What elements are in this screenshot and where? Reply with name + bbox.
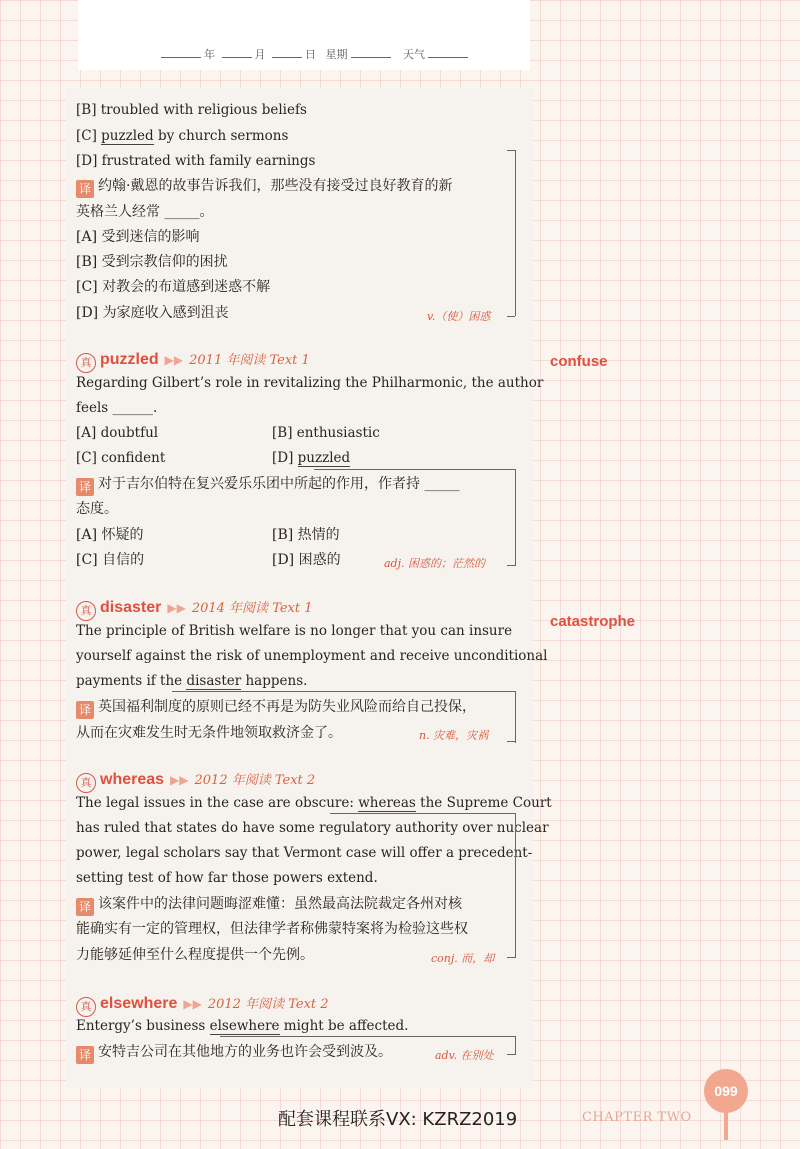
puzzled-option-d <box>272 449 350 467</box>
arrow-icon: ▶▶ <box>183 997 202 1011</box>
month-label: 月 <box>254 48 266 61</box>
elsewhere-translation-1 <box>76 1043 392 1064</box>
puzzled-option-a: [A] doubtful <box>76 425 159 441</box>
prev-option-d: [D] frustrated with family earnings <box>76 153 316 169</box>
real-exam-marker: 真 <box>76 353 96 373</box>
puzzled-cn-option-c: [C] 自信的 <box>76 552 145 568</box>
prev-translation-line-2: 英格兰人经常 _____。 <box>76 204 214 220</box>
puzzled-cn-option-b: [B] 热情的 <box>272 527 340 543</box>
synonym-puzzled: confuse <box>550 353 608 370</box>
chapter-label: CHAPTER TWO <box>582 1110 692 1125</box>
disaster-translation-text-1: 英国福利制度的原则已经不再是为防失业风险而给自己投保， <box>98 699 476 715</box>
puzzled-option-d-prefix: [D] <box>272 450 298 466</box>
entry-heading-disaster <box>76 596 313 621</box>
arrow-icon: ▶▶ <box>170 773 189 787</box>
prev-cn-option-d: [D] 为家庭收入感到沮丧 <box>76 305 229 321</box>
headword: disaster <box>100 599 162 616</box>
real-exam-marker: 真 <box>76 997 96 1017</box>
whereas-sentence-1-word: whereas <box>358 795 416 811</box>
day-label: 日 <box>305 48 316 61</box>
puzzled-cn-option-d: [D] 困惑的 <box>272 552 341 568</box>
disaster-part-of-speech: n. 灾难，灾祸 <box>416 727 491 743</box>
elsewhere-sentence-1-word: elsewhere <box>209 1018 280 1034</box>
whereas-sentence-4: setting test of how far those powers extend. <box>76 870 378 886</box>
translation-marker: 译 <box>76 898 94 916</box>
elsewhere-translation-text-1: 安特吉公司在其他地方的业务也许会受到波及。 <box>98 1044 392 1060</box>
prev-option-c <box>76 127 288 145</box>
entry-heading-whereas <box>76 768 315 793</box>
whereas-part-of-speech: conj. 而，却 <box>428 950 497 966</box>
source-label: 2012 年阅读 Text 2 <box>194 773 316 788</box>
prev-bracket <box>120 150 516 316</box>
puzzled-sentence-2: feels ______. <box>76 400 158 416</box>
disaster-sentence-2: yourself against the risk of unemployment and receive unconditional <box>76 648 548 664</box>
page-number: 099 <box>704 1069 748 1113</box>
elsewhere-bracket-bottom <box>507 1054 515 1055</box>
promo-text: 配套课程联系VX: KZRZ2019 <box>278 1109 518 1130</box>
translation-marker: 译 <box>76 701 94 719</box>
prev-cn-option-b: [B] 受到宗教信仰的困扰 <box>76 254 228 270</box>
entry-heading-puzzled <box>76 348 310 373</box>
puzzled-sentence-1: Regarding Gilbert’s role in revitalizing the Philharmonic, the author <box>76 375 544 391</box>
prev-option-c-prefix: [C] <box>76 128 102 144</box>
disaster-sentence-3-word: disaster <box>186 673 242 689</box>
headword: whereas <box>100 771 165 788</box>
puzzled-cn-option-a: [A] 怀疑的 <box>76 527 144 543</box>
elsewhere-sentence-1-suffix: might be affected. <box>279 1018 409 1034</box>
puzzled-bracket <box>314 469 516 566</box>
disaster-translation-1 <box>76 698 476 719</box>
whereas-translation-1 <box>76 895 462 916</box>
source-label: 2011 年阅读 Text 1 <box>189 353 310 368</box>
arrow-icon: ▶▶ <box>164 353 184 367</box>
real-exam-marker: 真 <box>76 773 96 793</box>
puzzled-translation-text-1: 对于吉尔伯特在复兴爱乐乐团中所起的作用，作者持 _____ <box>98 476 460 492</box>
arrow-icon: ▶▶ <box>167 601 186 615</box>
disaster-sentence-3-suffix: happens. <box>241 673 308 689</box>
prev-option-c-word: puzzled <box>101 128 154 144</box>
puzzled-option-c: [C] confident <box>76 450 166 466</box>
entry-heading-elsewhere <box>76 992 329 1017</box>
whereas-translation-text-1: 该案件中的法律问题晦涩难懂：虽然最高法院裁定各州对核 <box>98 896 462 912</box>
weather-label: 天气 <box>403 48 425 61</box>
whereas-bracket-bottom <box>507 957 515 958</box>
puzzled-option-d-word: puzzled <box>297 450 351 466</box>
prev-option-c-suffix: by church sermons <box>153 128 289 144</box>
disaster-sentence-3-prefix: payments if the <box>76 673 187 689</box>
prev-option-b: [B] troubled with religious beliefs <box>76 102 307 118</box>
disaster-translation-2: 从而在灾难发生时无条件地领取救济金了。 <box>76 725 342 741</box>
elsewhere-sentence-1 <box>76 1017 408 1035</box>
prev-translation-text-1: 约翰·戴恩的故事告诉我们，那些没有接受过良好教育的新 <box>98 178 453 194</box>
prev-part-of-speech: v.（使）困惑 <box>424 308 493 324</box>
weekday-label: 星期 <box>325 48 348 61</box>
year-label: 年 <box>204 48 215 61</box>
date-line <box>158 46 471 62</box>
elsewhere-part-of-speech: adv. 在别处 <box>432 1047 497 1063</box>
puzzled-part-of-speech: adj. 困惑的；茫然的 <box>381 555 488 571</box>
puzzled-translation-2: 态度。 <box>76 501 118 517</box>
translation-marker: 译 <box>76 180 94 198</box>
headword: puzzled <box>100 351 159 368</box>
translation-marker: 译 <box>76 1046 94 1064</box>
synonym-disaster: catastrophe <box>550 613 636 630</box>
whereas-sentence-3: power, legal scholars say that Vermont case will offer a precedent- <box>76 845 533 861</box>
year-blank <box>161 48 201 58</box>
weekday-blank <box>351 48 391 58</box>
disaster-sentence-1: The principle of British welfare is no longer that you can insure <box>76 623 513 639</box>
month-blank <box>222 48 252 58</box>
translation-marker: 译 <box>76 478 94 496</box>
whereas-sentence-1-prefix: The legal issues in the case are obscure: <box>76 795 359 811</box>
prev-cn-option-c: [C] 对教会的布道感到迷惑不解 <box>76 279 271 295</box>
prev-bracket-top <box>507 150 515 151</box>
whereas-sentence-1-suffix: the Supreme Court <box>415 795 552 811</box>
weather-blank <box>428 48 468 58</box>
prev-cn-option-a: [A] 受到迷信的影响 <box>76 229 200 245</box>
real-exam-marker: 真 <box>76 601 96 621</box>
whereas-translation-3: 力能够延伸至什么程度提供一个先例。 <box>76 947 314 963</box>
prev-bracket-bottom <box>507 316 515 317</box>
elsewhere-sentence-1-prefix: Entergy’s business <box>76 1018 210 1034</box>
whereas-sentence-1 <box>76 794 552 812</box>
whereas-sentence-2: has ruled that states do have some regulatory authority over nuclear <box>76 820 549 836</box>
puzzled-bracket-bottom <box>507 565 515 566</box>
whereas-translation-2: 能确实有一定的管理权，但法律学者称佛蒙特案将为检验这些权 <box>76 921 468 937</box>
headword: elsewhere <box>100 995 178 1012</box>
disaster-bracket-bottom <box>507 741 515 742</box>
source-label: 2012 年阅读 Text 2 <box>207 997 329 1012</box>
source-label: 2014 年阅读 Text 1 <box>191 601 313 616</box>
day-blank <box>272 48 302 58</box>
puzzled-option-b: [B] enthusiastic <box>272 425 380 441</box>
disaster-sentence-3 <box>76 672 307 690</box>
